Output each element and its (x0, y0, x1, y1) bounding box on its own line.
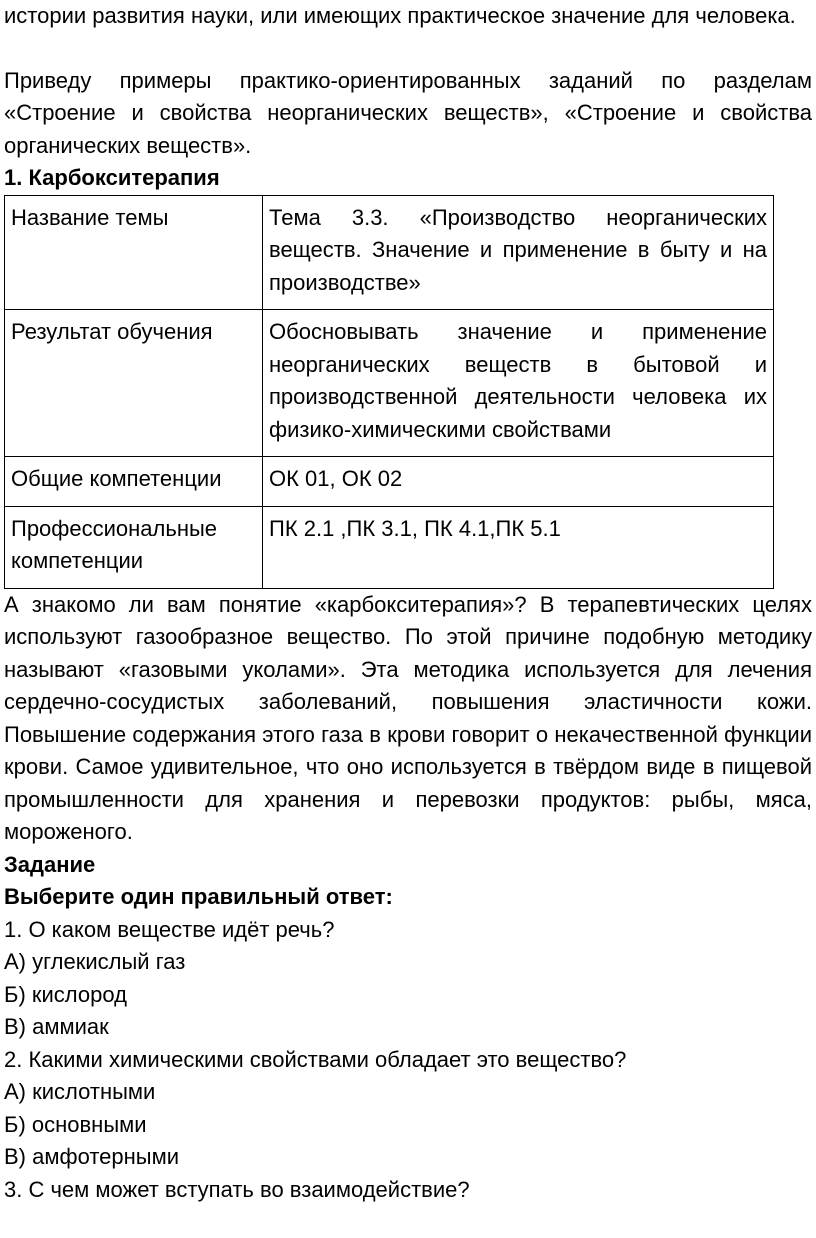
table-row (5, 457, 774, 507)
question-text: 2. Какими химическими свойствами обладает это вещество? (4, 1046, 627, 1072)
table-row (5, 506, 774, 588)
table-value: Обосновывать значение и применение неорганических веществ в бытовой и производственной деятельности человека их физико-химическими свойствами (263, 310, 774, 457)
table-label: Результат обучения (5, 310, 263, 457)
question-text: 3. С чем может вступать во взаимодействие? (4, 1176, 470, 1202)
table-label: Название темы (5, 195, 263, 310)
question-text: 1. О каком веществе идёт речь? (4, 916, 335, 942)
body-paragraph: А знакомо ли вам понятие «карбокситерапия»? В терапевтических целях используют газообразное вещество. По этой причине подобную методику называют «газовыми уколами». Эта методика используется для лечения сердечно-сосудистых заболеваний, повышения эластичности кожи. Повышение содержания этого газа в крови говорит о некачественной функции крови. Самое удивительное, что оно используется в твёрдом виде в пищевой промышленности для хранения и перевозки продуктов: рыбы, мяса, мороженого. (4, 591, 812, 844)
section-title: 1. Карбокситерапия (4, 165, 220, 190)
table-value: Тема 3.3. «Производство неорганических веществ. Значение и применение в быту и на производстве» (263, 195, 774, 310)
intro-text-top: истории развития науки, или имеющих практическое значение для человека. (4, 3, 796, 28)
task-heading: Задание (4, 851, 96, 877)
task-instruction: Выберите один правильный ответ: (4, 884, 393, 909)
answer-option: Б) основными (4, 1111, 147, 1137)
table-label: Общие компетенции (5, 457, 263, 507)
intro-examples: Приведу примеры практико-ориентированных заданий по разделам «Строение и свойства неорганических веществ», «Строение и свойства органических веществ». (4, 67, 812, 158)
answer-option: В) амфотерными (4, 1144, 180, 1169)
answer-option: Б) кислород (4, 981, 127, 1007)
table-row (5, 310, 774, 457)
table-label: Профессиональные компетенции (5, 506, 263, 588)
table-value: ПК 2.1 ,ПК 3.1, ПК 4.1,ПК 5.1 (263, 506, 774, 588)
topic-table (4, 195, 774, 589)
answer-option: А) углекислый газ (4, 949, 186, 974)
answer-option: А) кислотными (4, 1079, 156, 1104)
answer-option: В) аммиак (4, 1014, 109, 1039)
table-row (5, 195, 774, 310)
blank-line (4, 33, 812, 65)
table-value: ОК 01, ОК 02 (263, 457, 774, 507)
